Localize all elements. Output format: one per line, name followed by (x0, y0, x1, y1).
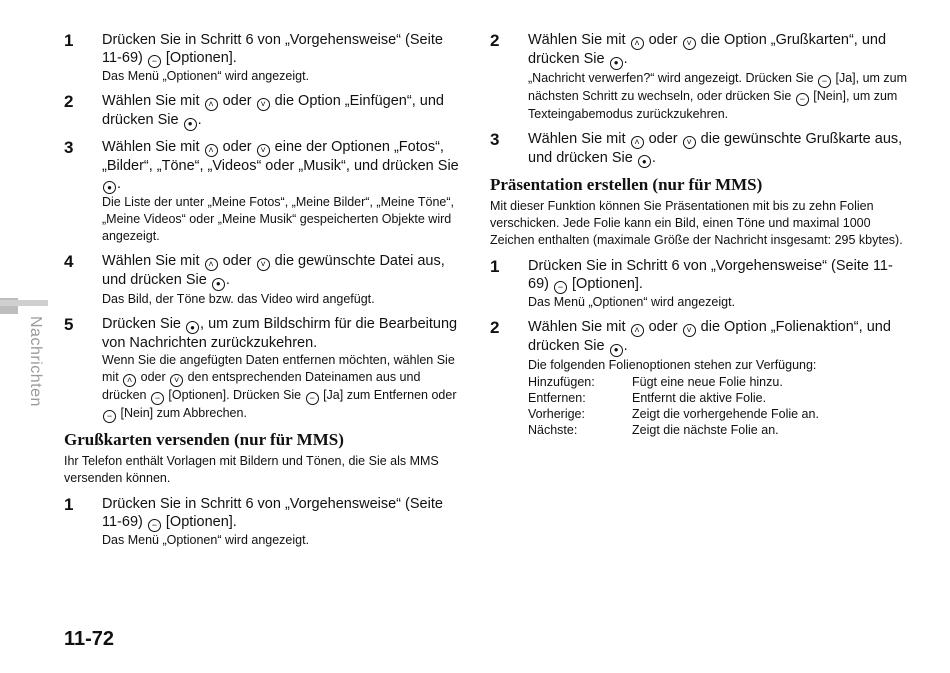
step-text: Drücken Sie ● , um zum Bildschirm für die Bearbeitung von Nachrichten zurückzukehren. (102, 315, 458, 351)
option-row (528, 406, 910, 422)
center-key-icon: ● (212, 278, 225, 291)
step-note: Die folgenden Folienoptionen stehen zur Verfügung: (528, 357, 817, 372)
step-number: 5 (64, 314, 74, 334)
step-text: Drücken Sie in Schritt 6 von „Vorgehensweise“ (Seite 11-69) − [Optionen]. (528, 258, 893, 292)
nav-up-icon: ˄ (631, 324, 644, 337)
nav-up-icon: ˄ (631, 37, 644, 50)
step-note: Das Menü „Optionen“ wird angezeigt. (528, 295, 736, 309)
nav-down-icon: ˅ (257, 98, 270, 111)
softkey-left-icon: − (818, 75, 831, 88)
section-side-label: Nachrichten (27, 316, 44, 407)
softkey-left-icon: − (148, 519, 161, 532)
step-text: Wählen Sie mit ˄ oder ˅ die Option „Grußkarten“, und drücken Sie ● . (528, 31, 910, 70)
section-paragraph: Ihr Telefon enthält Vorlagen mit Bildern und Tönen, die Sie als MMS versenden können. (64, 454, 439, 485)
left-column (64, 31, 464, 556)
step-item (64, 315, 464, 424)
center-key-icon: ● (638, 155, 651, 168)
option-desc: Zeigt die nächste Folie an. (632, 422, 779, 437)
step-number: 3 (490, 129, 500, 149)
nav-down-icon: ˅ (170, 374, 183, 387)
section-heading: Präsentation erstellen (nur für MMS) (490, 175, 763, 194)
step-number: 1 (64, 495, 74, 514)
softkey-left-icon: − (151, 392, 164, 405)
option-term: Nächste: (528, 422, 578, 437)
step-item (64, 252, 464, 308)
nav-down-icon: ˅ (683, 37, 696, 50)
softkey-right-icon: − (103, 410, 116, 423)
step-note: Das Menü „Optionen“ wird angezeigt. (102, 533, 310, 547)
step-item (64, 92, 464, 131)
center-key-icon: ● (610, 57, 623, 70)
section-paragraph: Mit dieser Funktion können Sie Präsentationen mit bis zu zehn Folien verschicken. Jede Folie kann ein Bild, einen Töne und maximal 1000 Zeichen enthalten (maximale Größe der Nachricht insgesamt: 295 kbytes). (490, 199, 903, 247)
step-note: Die Liste der unter „Meine Fotos“, „Meine Bilder“, „Meine Töne“, „Meine Videos“ oder „Meine Musik“ gespeicherten Objekte wird angezeigt. (102, 195, 454, 243)
side-tab-bar (0, 300, 48, 306)
option-row (528, 422, 910, 438)
step-text: Wählen Sie mit ˄ oder ˅ die Option „Einfügen“, und drücken Sie ● . (102, 92, 464, 131)
step-note: Das Menü „Optionen“ wird angezeigt. (102, 69, 310, 83)
step-item (64, 31, 464, 85)
nav-up-icon: ˄ (205, 144, 218, 157)
step-text: Wählen Sie mit ˄ oder ˅ die gewünschte Datei aus, und drücken Sie ● . (102, 252, 464, 291)
step-number: 2 (64, 92, 74, 111)
nav-down-icon: ˅ (257, 258, 270, 271)
option-desc: Fügt eine neue Folie hinzu. (632, 374, 783, 389)
step-note: Das Bild, der Töne bzw. das Video wird angefügt. (102, 291, 375, 306)
step-number: 2 (490, 31, 500, 50)
step-item (490, 257, 910, 311)
step-number: 4 (64, 252, 74, 271)
step-text: Drücken Sie in Schritt 6 von „Vorgehensweise“ (Seite 11-69) − [Optionen]. (102, 496, 443, 530)
step-item (64, 495, 464, 549)
nav-down-icon: ˅ (257, 144, 270, 157)
step-number: 2 (490, 318, 500, 337)
section-heading: Grußkarten versenden (nur für MMS) (64, 430, 344, 449)
option-row (528, 390, 910, 406)
softkey-right-icon: − (796, 93, 809, 106)
step-item (490, 130, 910, 169)
center-key-icon: ● (103, 181, 116, 194)
slide-options-list (528, 374, 910, 438)
step-text: Drücken Sie in Schritt 6 von „Vorgehensweise“ (Seite 11-69) − [Optionen]. (102, 32, 443, 66)
step-note: Wenn Sie die angefügten Daten entfernen möchten, wählen Sie mit ˄ oder ˅ den entsprechenden Dateinamen aus und drücken − [Optionen]. Drücken Sie − [Ja] zum Entfernen oder − [Nein] zum Abbrechen. (102, 353, 457, 421)
step-text: Wählen Sie mit ˄ oder ˅ die Option „Folienaktion“, und drücken Sie ● . (528, 318, 910, 357)
step-text: Wählen Sie mit ˄ oder ˅ eine der Optionen „Fotos“, „Bilder“, „Töne“, „Videos“ oder „Musik“, und drücken Sie ● . (102, 138, 464, 195)
center-key-icon: ● (186, 321, 199, 334)
softkey-left-icon: − (148, 55, 161, 68)
step-number: 1 (490, 257, 500, 276)
softkey-left-icon: − (306, 392, 319, 405)
option-row (528, 374, 910, 390)
step-item (490, 31, 910, 123)
step-item (490, 318, 910, 438)
option-term: Vorherige: (528, 406, 585, 421)
step-text: Wählen Sie mit ˄ oder ˅ die gewünschte Grußkarte aus, und drücken Sie ● . (528, 130, 910, 169)
step-item (64, 138, 464, 246)
nav-up-icon: ˄ (205, 258, 218, 271)
nav-down-icon: ˅ (683, 324, 696, 337)
nav-up-icon: ˄ (631, 136, 644, 149)
step-number: 3 (64, 137, 74, 157)
step-note: „Nachricht verwerfen?“ wird angezeigt. Drücken Sie − [Ja], um zum nächsten Schritt zu wechseln, oder drücken Sie − [Nein], um zum Texteingabemodus zurückzukehren. (528, 70, 908, 121)
step-number: 1 (64, 31, 74, 50)
page-number: 11-72 (64, 628, 115, 650)
nav-down-icon: ˅ (683, 136, 696, 149)
right-column (490, 31, 910, 445)
option-desc: Entfernt die aktive Folie. (632, 390, 767, 405)
softkey-left-icon: − (554, 281, 567, 294)
nav-up-icon: ˄ (205, 98, 218, 111)
option-term: Entfernen: (528, 390, 586, 405)
center-key-icon: ● (184, 118, 197, 131)
option-desc: Zeigt die vorhergehende Folie an. (632, 406, 819, 421)
nav-up-icon: ˄ (123, 374, 136, 387)
option-term: Hinzufügen: (528, 374, 595, 389)
center-key-icon: ● (610, 344, 623, 357)
